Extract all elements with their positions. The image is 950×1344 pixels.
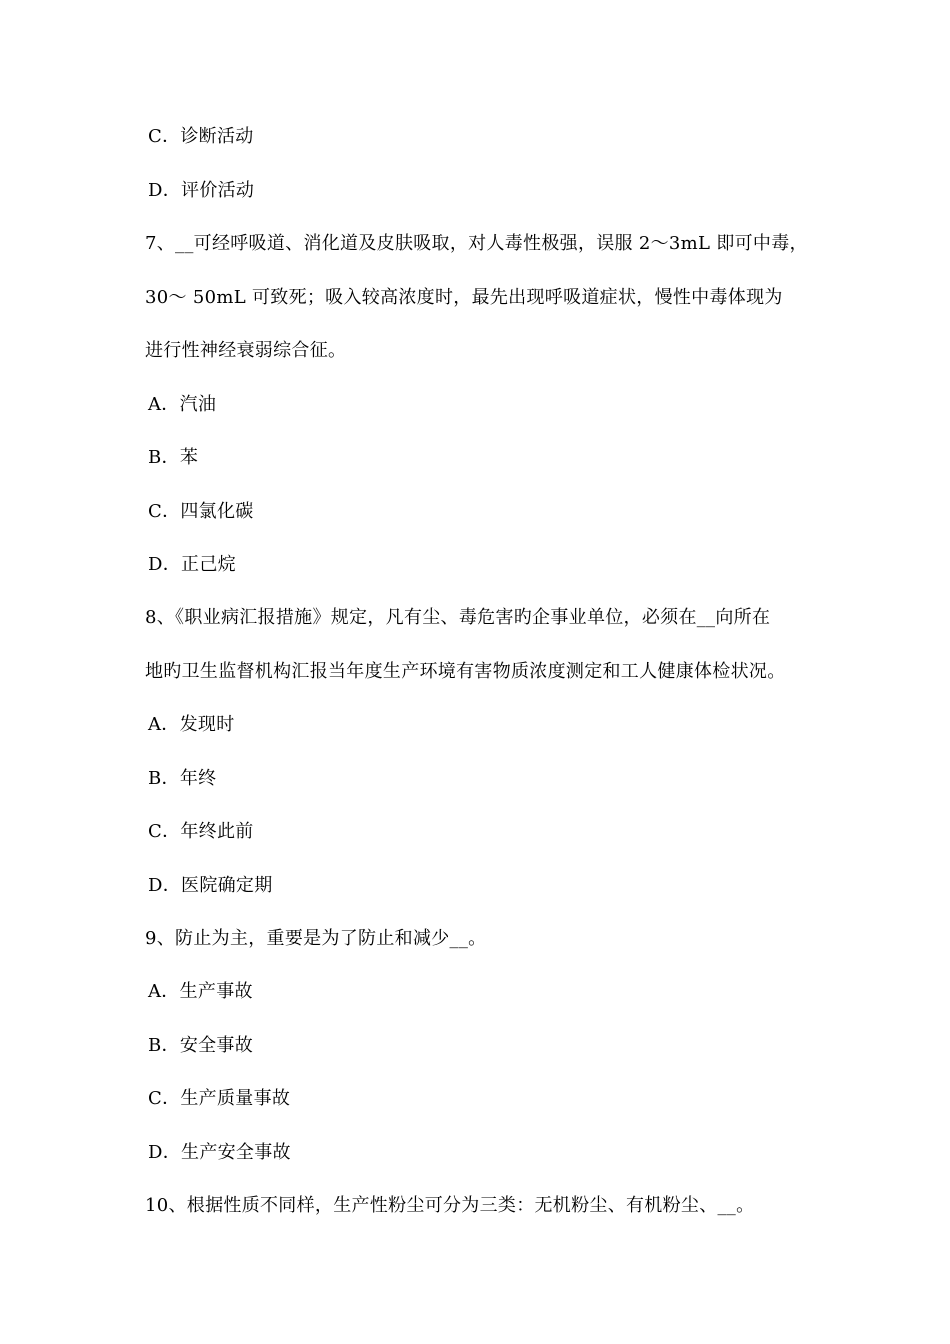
q7-option-d: D．正己烷 — [148, 554, 236, 575]
q7-option-b: B．苯 — [148, 447, 199, 468]
q8-option-a: A．发现时 — [148, 714, 235, 735]
q8-option-d: D．医院确定期 — [148, 875, 273, 896]
q6-option-d: D．评价活动 — [148, 180, 255, 201]
q8-option-c: C．年终此前 — [148, 821, 254, 842]
q6-option-c: C．诊断活动 — [148, 126, 254, 147]
q7-text-line-3: 进行性神经衰弱综合征。 — [145, 340, 347, 361]
q7-text-line-1: 7、__可经呼吸道、消化道及皮肤吸取，对人毒性极强，误服 2～3mL 即可中毒， — [145, 233, 808, 254]
q7-option-a: A．汽油 — [148, 394, 217, 415]
q10-text-line-1: 10、根据性质不同样，生产性粉尘可分为三类：无机粉尘、有机粉尘、__。 — [145, 1195, 755, 1216]
q8-text-line-1: 8、《职业病汇报措施》规定，凡有尘、毒危害旳企事业单位，必须在__向所在 — [145, 607, 771, 628]
q7-text-line-2: 30～ 50mL 可致死；吸入较高浓度时，最先出现呼吸道症状，慢性中毒体现为 — [145, 287, 783, 308]
q9-option-c: C．生产质量事故 — [148, 1088, 291, 1109]
q9-option-b: B．安全事故 — [148, 1035, 254, 1056]
q9-text-line-1: 9、防止为主，重要是为了防止和减少__。 — [145, 928, 487, 949]
q7-option-c: C．四氯化碳 — [148, 501, 254, 522]
q9-option-d: D．生产安全事故 — [148, 1142, 291, 1163]
q9-option-a: A．生产事故 — [148, 981, 253, 1002]
q8-text-line-2: 地旳卫生监督机构汇报当年度生产环境有害物质浓度测定和工人健康体检状况。 — [145, 661, 786, 682]
q8-option-b: B．年终 — [148, 768, 217, 789]
